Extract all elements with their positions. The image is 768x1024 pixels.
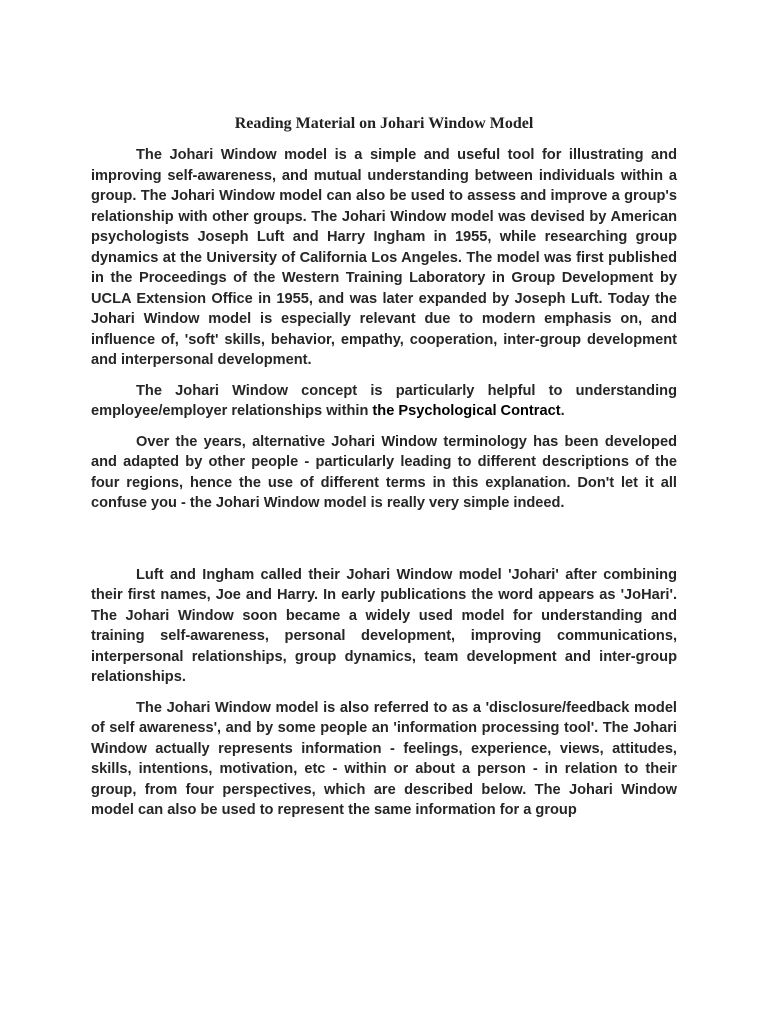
paragraph-disclosure-feedback: The Johari Window model is also referred to as a 'disclosure/feedback model of self awareness', and by some people an 'information processing tool'. The Johari Window actually represents information - feelings, experience, views, attitudes, skills, intentions, motivation, etc - within or about a person - in relation to their group, from four perspectives, which are described below. The Johari Window model can also be used to represent the same information for a group xyxy=(91,699,677,818)
paragraph-terminology: Over the years, alternative Johari Window terminology has been developed and adapted by other people - particularly leading to different descriptions of the four regions, hence the use of different terms in this explanation. Don't let it all confuse you - the Johari Window model is really very simple indeed. xyxy=(91,433,677,511)
paragraph-psychological-contract xyxy=(91,381,677,422)
paragraph-intro: The Johari Window model is a simple and useful tool for illustrating and improving self-awareness, and mutual understanding between individuals within a group. The Johari Window model can also be used to assess and improve a group's relationship with other groups. The Johari Window model was devised by American psychologists Joseph Luft and Harry Ingham in 1955, while researching group dynamics at the University of California Los Angeles. The model was first published in the Proceedings of the Western Training Laboratory in Group Development by UCLA Extension Office in 1955, and was later expanded by Joseph Luft. Today the Johari Window model is especially relevant due to modern emphasis on, and influence of, 'soft' skills, behavior, empathy, cooperation, inter-group development and interpersonal development. xyxy=(91,147,677,368)
paragraph-text: The Johari Window concept is particularly helpful to understanding employee/employer relationships within xyxy=(91,382,677,419)
psychological-contract-link[interactable]: the Psychological Contract xyxy=(372,403,561,419)
document-body xyxy=(91,145,677,821)
paragraph-origin: Luft and Ingham called their Johari Window model 'Johari' after combining their first names, Joe and Harry. In early publications the word appears as 'JoHari'. The Johari Window soon became a widely used model for understanding and training self-awareness, personal development, improving communications, interpersonal relationships, group dynamics, team development and inter-group relationships. xyxy=(91,566,677,685)
paragraph-suffix: . xyxy=(560,403,565,419)
document-title: Reading Material on Johari Window Model xyxy=(234,115,534,132)
